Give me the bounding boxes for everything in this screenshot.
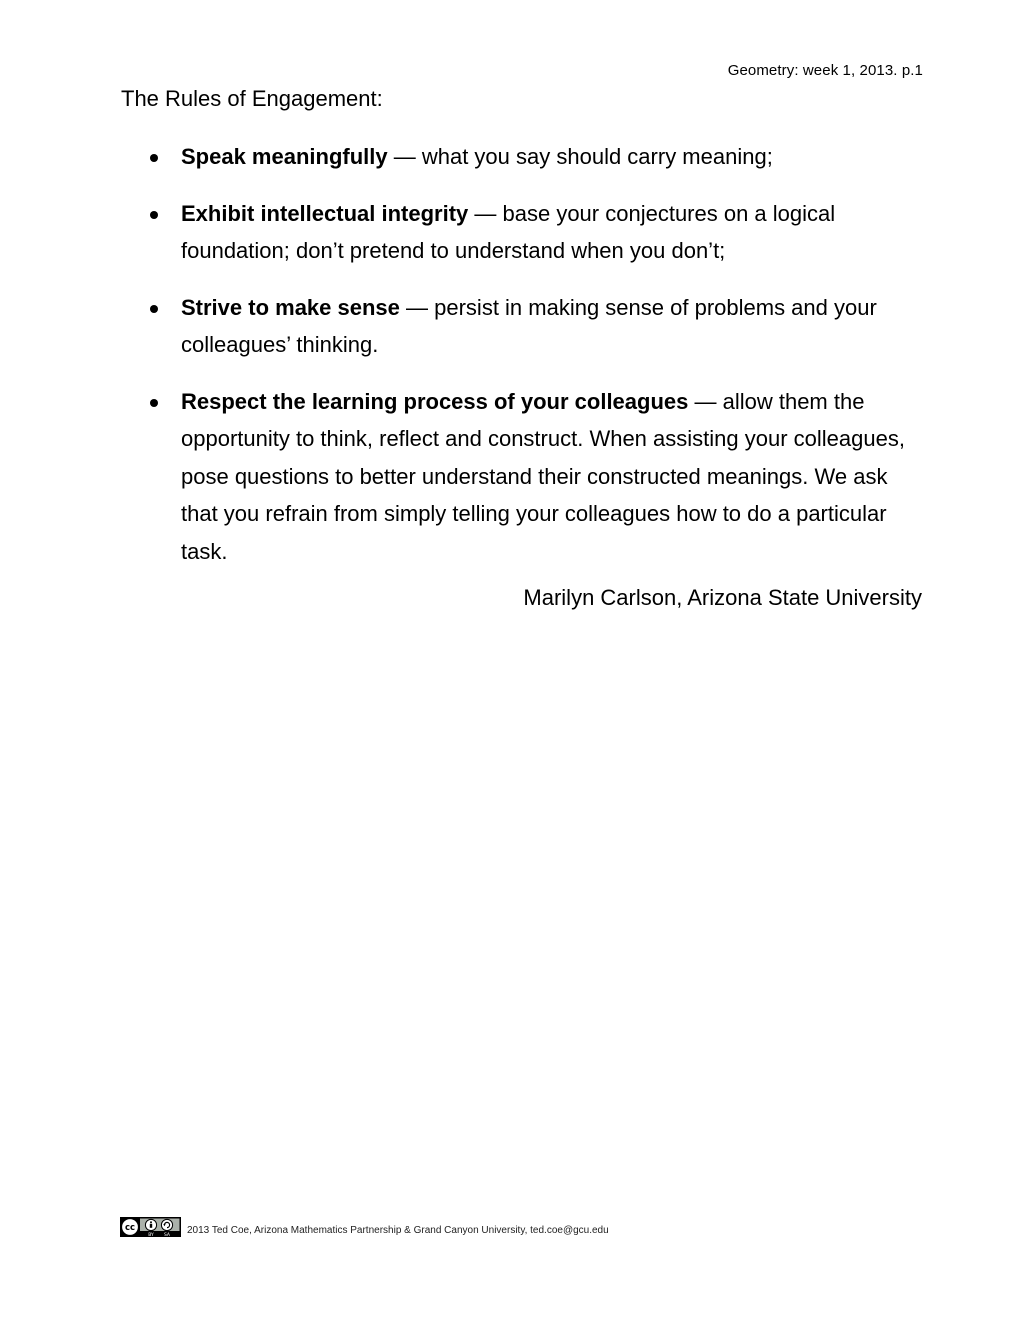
rule-heading: Strive to make sense [181,294,400,320]
rule-heading: Respect the learning process of your colleagues [181,388,689,414]
rule-text: — what you say should carry meaning; [387,144,773,169]
cc-letters: cc [124,1223,136,1234]
sa-letters: SA [163,1232,171,1237]
bullet-icon [150,211,158,219]
rule-heading: Speak meaningfully [181,144,388,169]
document-title: The Rules of Engagement: [121,86,383,111]
rule-item-respect-learning [0,383,1020,571]
rule-item-intellectual-integrity [0,195,1020,270]
bullet-icon [150,154,158,162]
rule-text: — allow them the opportunity to think, reflect and construct. When assisting your colleagues, pose questions to better understand their constructed meanings. We ask that you refrain from simply telling your colleagues how to do a particular task. [181,388,905,564]
attribution: Marilyn Carlson, Arizona State University [523,585,922,610]
by-letters: BY [148,1232,154,1237]
rule-item-speak-meaningfully [0,138,1020,176]
rule-text: — persist in making sense of problems and your colleagues’ thinking. [181,294,877,357]
rules-list [0,138,1020,589]
cc-by-sa-icon [120,1217,181,1237]
rule-text: — base your conjectures on a logical foundation; don’t pretend to understand when you don’t; [181,200,836,263]
bullet-icon [150,399,158,407]
rule-item-make-sense [0,289,1020,364]
bullet-icon [150,305,158,313]
footer [120,1215,609,1237]
footer-credit: 2013 Ted Coe, Arizona Mathematics Partnership & Grand Canyon University, ted.coe@gcu.edu [187,1225,609,1236]
page-header: Geometry: week 1, 2013. p.1 [727,62,923,79]
rule-heading: Exhibit intellectual integrity [181,200,469,226]
